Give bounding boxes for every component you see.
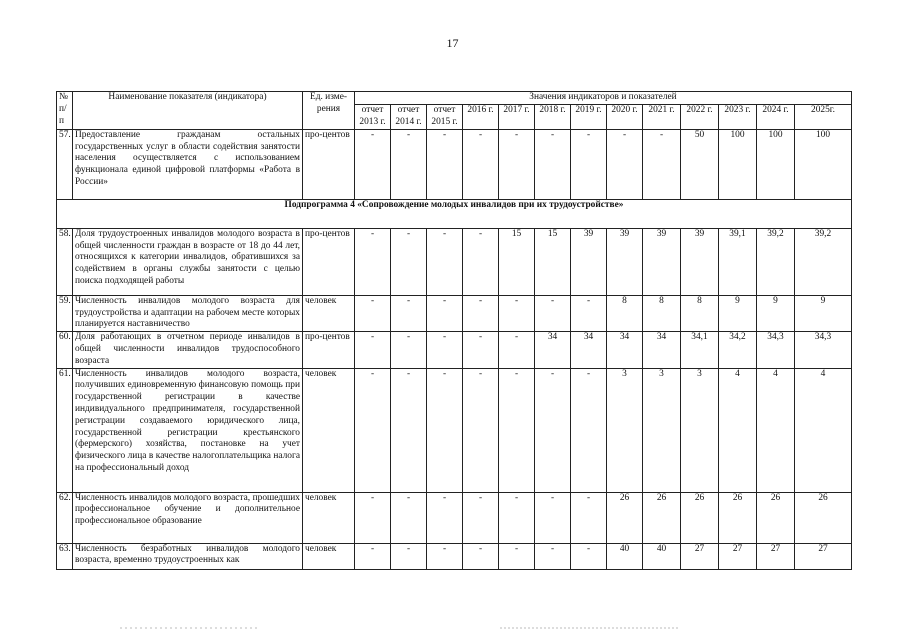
header-year: 2016 г.	[463, 104, 499, 129]
indicator-name: Численность инвалидов молодого возраста, получивших единовременную финансовую помощь при государственной регистрации в качестве индивидуального предпринимателя, государственной регистрации создаваемого юридического лица, государственной регистрации крестьянского (фермерского) хозяйства, постановке на учет физического лица в качестве налогоплательщика налога на профессиональный доход	[73, 368, 303, 492]
indicator-value: 39,2	[795, 228, 852, 295]
indicator-value: 50	[681, 129, 719, 199]
unit-of-measure: человек	[303, 368, 355, 492]
indicator-value: 34	[535, 332, 571, 368]
indicator-value: 26	[681, 492, 719, 543]
indicator-value: -	[391, 295, 427, 331]
indicator-value: -	[355, 295, 391, 331]
table-row	[57, 368, 852, 492]
header-year: 2021 г.	[643, 104, 681, 129]
indicator-value: -	[391, 368, 427, 492]
indicator-value: -	[499, 295, 535, 331]
header-year: 2020 г.	[607, 104, 643, 129]
row-number: 58.	[57, 228, 73, 295]
indicator-value: 3	[643, 368, 681, 492]
indicator-value: -	[391, 129, 427, 199]
indicator-value: 39	[607, 228, 643, 295]
indicator-value: -	[355, 492, 391, 543]
indicator-value: -	[463, 295, 499, 331]
indicator-value: -	[571, 295, 607, 331]
indicator-value: 26	[643, 492, 681, 543]
indicator-value: 39	[571, 228, 607, 295]
indicator-value: 27	[719, 543, 757, 569]
indicator-value: -	[607, 129, 643, 199]
indicator-value: -	[571, 543, 607, 569]
indicator-value: 9	[719, 295, 757, 331]
header-year: 2018 г.	[535, 104, 571, 129]
unit-of-measure: про-центов	[303, 129, 355, 199]
indicator-value: -	[499, 543, 535, 569]
unit-of-measure: человек	[303, 543, 355, 569]
indicator-value: -	[427, 295, 463, 331]
indicator-value: 27	[795, 543, 852, 569]
row-number: 62.	[57, 492, 73, 543]
indicator-value: 4	[757, 368, 795, 492]
indicator-value: 27	[757, 543, 795, 569]
indicator-value: -	[391, 228, 427, 295]
indicator-value: 100	[719, 129, 757, 199]
row-number: 59.	[57, 295, 73, 331]
header-year: отчет 2015 г.	[427, 104, 463, 129]
header-year: 2023 г.	[719, 104, 757, 129]
indicator-value: -	[535, 492, 571, 543]
indicator-value: -	[643, 129, 681, 199]
bottom-scan-artifact	[0, 625, 905, 631]
header-num: № п/п	[57, 92, 73, 130]
indicator-value: -	[391, 543, 427, 569]
indicator-value: -	[427, 228, 463, 295]
indicator-value: -	[571, 368, 607, 492]
indicator-value: -	[463, 332, 499, 368]
unit-of-measure: про-центов	[303, 228, 355, 295]
indicator-value: 4	[719, 368, 757, 492]
indicator-value: -	[427, 543, 463, 569]
indicator-value: -	[391, 332, 427, 368]
indicators-table	[56, 91, 852, 570]
indicator-value: -	[355, 129, 391, 199]
header-name: Наименование показателя (индикатора)	[73, 92, 303, 130]
indicator-value: 3	[607, 368, 643, 492]
indicator-value: 34,2	[719, 332, 757, 368]
page-number: 17	[446, 36, 459, 50]
indicator-value: 26	[795, 492, 852, 543]
indicator-value: -	[427, 129, 463, 199]
table-row	[57, 492, 852, 543]
header-year: 2017 г.	[499, 104, 535, 129]
row-number: 61.	[57, 368, 73, 492]
indicator-name: Доля трудоустроенных инвалидов молодого возраста в общей численности граждан в возрасте от 18 до 44 лет, относящихся к категории инвалидов, обратившихся за содействием в органы службы занятости с целью поиска подходящей работы	[73, 228, 303, 295]
indicator-name: Численность безработных инвалидов молодого возраста, временно трудоустроенных как	[73, 543, 303, 569]
indicator-value: -	[499, 492, 535, 543]
indicator-value: 100	[795, 129, 852, 199]
indicator-value: 34	[643, 332, 681, 368]
indicator-value: -	[355, 368, 391, 492]
indicator-value: 9	[795, 295, 852, 331]
indicator-value: -	[355, 332, 391, 368]
indicator-value: 15	[535, 228, 571, 295]
indicator-value: -	[427, 368, 463, 492]
indicator-value: 40	[607, 543, 643, 569]
indicator-value: -	[463, 368, 499, 492]
indicator-value: 39,2	[757, 228, 795, 295]
indicator-value: 34,3	[795, 332, 852, 368]
indicator-value: -	[463, 492, 499, 543]
indicator-value: -	[463, 129, 499, 199]
indicator-value: 34	[607, 332, 643, 368]
indicator-value: 34,1	[681, 332, 719, 368]
indicator-value: -	[391, 492, 427, 543]
indicator-name: Доля работающих в отчетном периоде инвалидов в общей численности инвалидов трудоспособного возраста	[73, 332, 303, 368]
indicator-value: 39,1	[719, 228, 757, 295]
indicator-value: -	[535, 543, 571, 569]
indicator-value: -	[571, 492, 607, 543]
indicator-value: 26	[607, 492, 643, 543]
header-unit: Ед. изме-рения	[303, 92, 355, 130]
indicator-value: 34,3	[757, 332, 795, 368]
indicator-name: Численность инвалидов молодого возраста для трудоустройства и адаптации на рабочем месте которых планируется наставничество	[73, 295, 303, 331]
indicator-value: -	[463, 543, 499, 569]
indicator-value: 8	[643, 295, 681, 331]
indicator-value: -	[535, 129, 571, 199]
indicator-value: 100	[757, 129, 795, 199]
table-row	[57, 543, 852, 569]
indicator-value: -	[535, 295, 571, 331]
subprogram-row	[57, 199, 852, 228]
indicator-value: -	[355, 543, 391, 569]
header-values-group: Значения индикаторов и показателей	[355, 92, 852, 105]
table-row	[57, 295, 852, 331]
header-year: 2019 г.	[571, 104, 607, 129]
indicator-value: 27	[681, 543, 719, 569]
indicator-value: -	[535, 368, 571, 492]
indicator-value: 4	[795, 368, 852, 492]
unit-of-measure: про-центов	[303, 332, 355, 368]
table-row	[57, 129, 852, 199]
table-row	[57, 332, 852, 368]
header-year: 2022 г.	[681, 104, 719, 129]
header-year: отчет 2013 г.	[355, 104, 391, 129]
indicator-value: -	[499, 332, 535, 368]
indicator-value: 8	[681, 295, 719, 331]
unit-of-measure: человек	[303, 295, 355, 331]
indicator-name: Численность инвалидов молодого возраста, прошедших профессиональное обучение и дополнительное профессиональное образование	[73, 492, 303, 543]
indicator-value: -	[427, 332, 463, 368]
indicator-value: -	[499, 368, 535, 492]
indicator-value: 26	[719, 492, 757, 543]
indicator-value: -	[355, 228, 391, 295]
row-number: 60.	[57, 332, 73, 368]
table-row	[57, 228, 852, 295]
indicator-value: 3	[681, 368, 719, 492]
indicator-value: 40	[643, 543, 681, 569]
row-number: 57.	[57, 129, 73, 199]
indicator-value: -	[571, 129, 607, 199]
indicator-value: 39	[681, 228, 719, 295]
indicator-value: 8	[607, 295, 643, 331]
indicator-value: 34	[571, 332, 607, 368]
subprogram-title: Подпрограмма 4 «Сопровождение молодых инвалидов при их трудоустройстве»	[57, 199, 852, 228]
indicator-value: -	[463, 228, 499, 295]
header-year: 2025г.	[795, 104, 852, 129]
header-year: отчет 2014 г.	[391, 104, 427, 129]
unit-of-measure: человек	[303, 492, 355, 543]
header-year: 2024 г.	[757, 104, 795, 129]
indicator-value: -	[427, 492, 463, 543]
indicator-value: 39	[643, 228, 681, 295]
indicator-value: -	[499, 129, 535, 199]
indicator-value: 26	[757, 492, 795, 543]
indicator-name: Предоставление гражданам остальных государственных услуг в области содействия занятости населения осуществляется с использованием функционала единой цифровой платформы «Работа в России»	[73, 129, 303, 199]
indicator-value: 15	[499, 228, 535, 295]
row-number: 63.	[57, 543, 73, 569]
indicator-value: 9	[757, 295, 795, 331]
